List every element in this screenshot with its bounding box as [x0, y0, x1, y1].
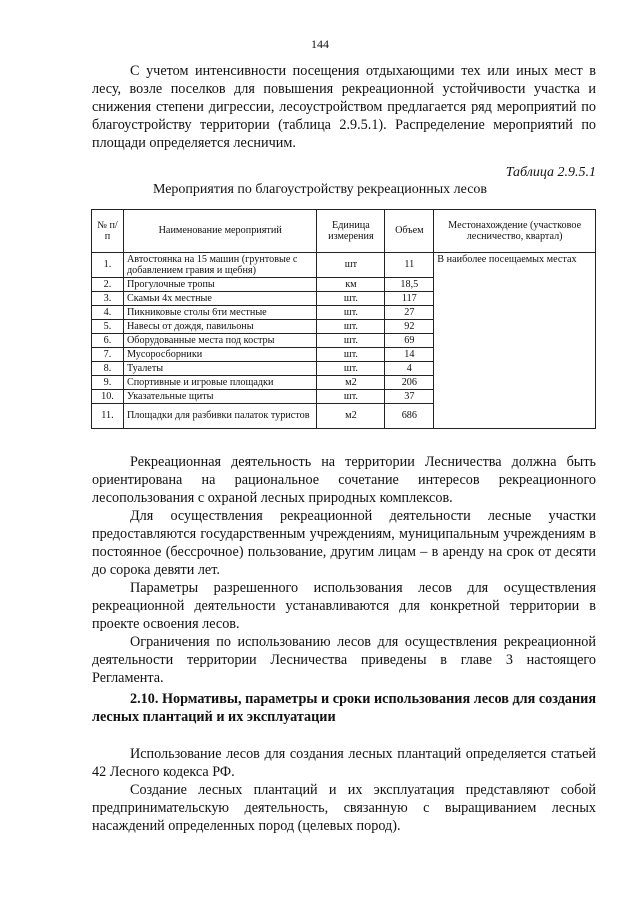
row-volume: 37	[385, 390, 434, 404]
row-name: Площадки для разбивки палаток туристов	[123, 404, 317, 429]
row-num: 9.	[92, 376, 124, 390]
row-volume: 92	[385, 320, 434, 334]
row-unit: м2	[317, 404, 385, 429]
row-num: 11.	[92, 404, 124, 429]
row-unit: шт	[317, 253, 385, 278]
section-heading: 2.10. Нормативы, параметры и сроки использования лесов для создания лесных плантаций и их эксплуатации	[92, 691, 596, 725]
header-unit: Единица измерения	[317, 210, 385, 253]
location-cell: В наиболее посещаемых местах	[434, 253, 596, 429]
intro-paragraph: С учетом интенсивности посещения отдыхающими тех или иных мест в лесу, возле поселков для повышения рекреационной устойчивости участка и снижения степени дигрессии, лесоустройством предлагается ряд мероприятий по благоустройству территории (таблица 2.9.5.1). Распределение мероприятий по площади определяется лесничим.	[92, 63, 596, 151]
header-location: Местонахождение (участковое лесничество, квартал)	[434, 210, 596, 253]
header-num: № п/п	[92, 210, 124, 253]
recreation-text-block	[92, 453, 596, 687]
row-name: Туалеты	[123, 362, 317, 376]
row-name: Навесы от дождя, павильоны	[123, 320, 317, 334]
row-num: 5.	[92, 320, 124, 334]
row-unit: м2	[317, 376, 385, 390]
row-unit: шт.	[317, 390, 385, 404]
row-unit: км	[317, 278, 385, 292]
row-volume: 14	[385, 348, 434, 362]
row-unit: шт.	[317, 348, 385, 362]
row-name: Пикниковые столы 6ти местные	[123, 306, 317, 320]
plantation-text-block	[92, 745, 596, 835]
paragraph: Параметры разрешенного использования лесов для осуществления рекреационной деятельности устанавливаются для конкретной территории в проекте освоения лесов.	[92, 580, 596, 632]
row-name: Прогулочные тропы	[123, 278, 317, 292]
intro-block	[92, 62, 596, 152]
row-volume: 27	[385, 306, 434, 320]
paragraph: Ограничения по использованию лесов для осуществления рекреационной деятельности территории Лесничества приведены в главе 3 настоящего Регламента.	[92, 634, 596, 686]
paragraph: Использование лесов для создания лесных плантаций определяется статьей 42 Лесного кодекса РФ.	[92, 746, 596, 780]
row-num: 6.	[92, 334, 124, 348]
row-num: 3.	[92, 292, 124, 306]
paragraph: Создание лесных плантаций и их эксплуатация представляют собой предпринимательскую деятельность, связанную с выращиванием лесных насаждений определенных пород (целевых пород).	[92, 782, 596, 834]
row-volume: 18,5	[385, 278, 434, 292]
paragraph: Для осуществления рекреационной деятельности лесные участки предоставляются государственным учреждениям, муниципальным учреждениям в постоянное (бессрочное) пользование, другим лицам – в аренду на срок от десяти до сорока девяти лет.	[92, 508, 596, 578]
row-num: 1.	[92, 253, 124, 278]
row-unit: шт.	[317, 306, 385, 320]
row-unit: шт.	[317, 362, 385, 376]
row-volume: 686	[385, 404, 434, 429]
table-header-row	[92, 210, 596, 253]
row-volume: 4	[385, 362, 434, 376]
row-num: 2.	[92, 278, 124, 292]
page-number: 144	[311, 37, 329, 51]
recreation-measures-table	[91, 209, 596, 429]
row-volume: 206	[385, 376, 434, 390]
row-name: Спортивные и игровые площадки	[123, 376, 317, 390]
row-name: Оборудованные места под костры	[123, 334, 317, 348]
row-unit: шт.	[317, 292, 385, 306]
row-name: Мусоросборники	[123, 348, 317, 362]
paragraph: Рекреационная деятельность на территории Лесничества должна быть ориентирована на рациональное сочетание интересов рекреационного лесопользования с охраной лесных природных комплексов.	[92, 454, 596, 506]
row-num: 4.	[92, 306, 124, 320]
row-num: 10.	[92, 390, 124, 404]
table-row	[92, 253, 596, 278]
row-num: 8.	[92, 362, 124, 376]
table-title: Мероприятия по благоустройству рекреационных лесов	[152, 182, 488, 197]
table-caption: Таблица 2.9.5.1	[505, 165, 596, 180]
row-unit: шт.	[317, 334, 385, 348]
header-name: Наименование мероприятий	[123, 210, 317, 253]
row-volume: 11	[385, 253, 434, 278]
row-num: 7.	[92, 348, 124, 362]
row-volume: 69	[385, 334, 434, 348]
row-name: Скамьи 4х местные	[123, 292, 317, 306]
header-volume: Объем	[385, 210, 434, 253]
row-name: Указательные щиты	[123, 390, 317, 404]
row-volume: 117	[385, 292, 434, 306]
row-unit: шт.	[317, 320, 385, 334]
row-name: Автостоянка на 15 машин (грунтовые с добавлением гравия и щебня)	[123, 253, 317, 278]
